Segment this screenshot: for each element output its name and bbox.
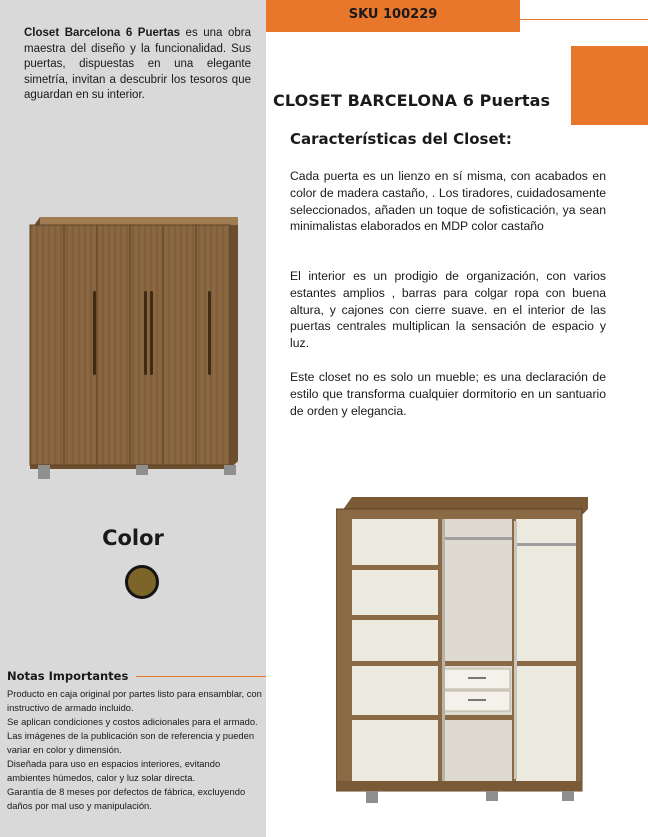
section-subtitle: Características del Closet: (290, 130, 512, 148)
note-item: Se aplican condiciones y costos adicionales para el armado. (7, 716, 258, 727)
notes-divider (136, 676, 266, 677)
page-title: CLOSET BARCELONA 6 Puertas (273, 91, 551, 110)
notes-title: Notas Importantes (7, 669, 129, 683)
wardrobe-closed-image (24, 217, 244, 481)
note-item: Garantía de 8 meses por defectos de fábrica, excluyendo daños por mal uso y manipulación. (7, 786, 246, 811)
description-paragraph: Este closet no es solo un mueble; es una declaración de estilo que transforma cualquier dormitorio en un santuario de orden y elegancia. (290, 370, 606, 418)
description-paragraph: Cada puerta es un lienzo en sí misma, con acabados en color de madera castaño, . Los tiradores, cuidadosamente seleccionados, añaden un toque de sofisticación, ya sean minimalistas elaborados en MDP color castaño (290, 169, 606, 234)
note-item: Producto en caja original por partes listo para ensamblar, con instructivo de armado incluido. (7, 688, 262, 713)
intro-product-name: Closet Barcelona 6 Puertas (24, 27, 180, 39)
intro-description: es una obra maestra del diseño y la funcionalidad. Sus puertas, dispuestas en una elegante simetría, invitan a descubrir los tesoros que aguardan en su interior. (24, 27, 252, 102)
notes-list (7, 687, 262, 813)
description-paragraph: El interior es un prodigio de organización, con varios estantes amplios , barras para colgar ropa con buena altura, y cajones con cierre suave. en el interior de las puertas centrales multiplican la sensación de espacio y luz. (290, 269, 606, 351)
sku-label: SKU 100229 (348, 7, 438, 22)
accent-block (571, 46, 648, 125)
color-swatch (125, 565, 159, 599)
note-item: Diseñada para uso en espacios interiores, evitando ambientes húmedos, calor y luz solar directa. (7, 758, 221, 783)
wardrobe-open-image (336, 497, 590, 807)
note-item: Las imágenes de la publicación son de referencia y pueden variar en color y dimensión. (7, 730, 255, 755)
sku-divider (520, 19, 648, 20)
color-title: Color (102, 526, 164, 550)
intro-text (24, 26, 251, 104)
